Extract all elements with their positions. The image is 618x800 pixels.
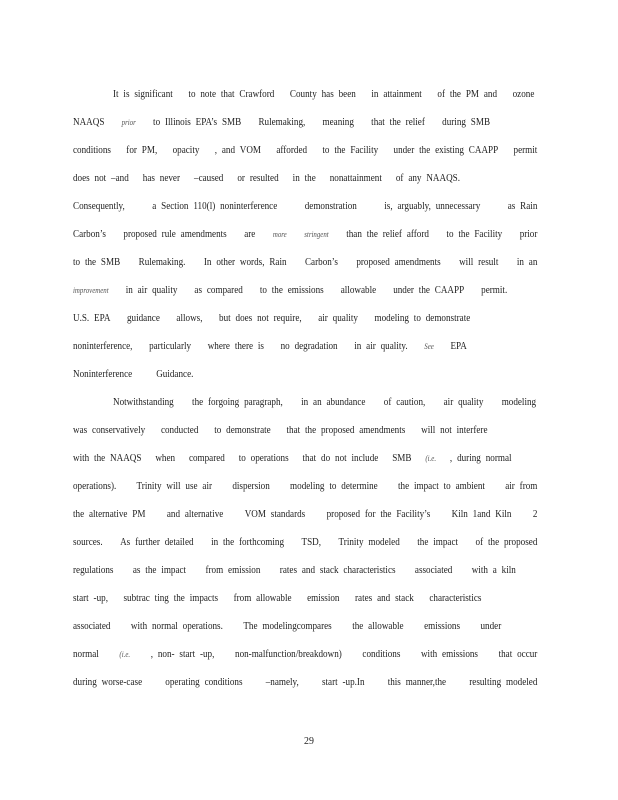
- italic-text-run: prior: [121, 118, 136, 127]
- text-run: from emission: [205, 565, 261, 576]
- text-run: to the SMB: [73, 257, 121, 268]
- text-run: U.S. EPA: [73, 313, 111, 324]
- text-line: [113, 88, 534, 102]
- text-line: [73, 424, 488, 438]
- text-run: the forgoing paragraph,: [192, 397, 283, 408]
- text-run: , during normal: [449, 453, 512, 464]
- text-line: [73, 284, 507, 298]
- text-run: subtrac ting the impacts: [123, 593, 219, 604]
- text-run: resulting modeled: [469, 677, 538, 688]
- text-run: the allowable: [352, 621, 404, 632]
- text-line: [73, 564, 516, 578]
- text-run: Carbon’s: [73, 229, 106, 240]
- text-line: [73, 480, 537, 494]
- text-line: [73, 340, 467, 354]
- text-run: modeling: [501, 397, 537, 408]
- text-run: Consequently,: [73, 201, 125, 212]
- text-run: to the Facility: [322, 145, 379, 156]
- text-run: in air quality: [125, 285, 178, 296]
- text-run: associated: [414, 565, 453, 576]
- text-line: [73, 144, 537, 158]
- text-run: will result: [459, 257, 499, 268]
- text-run: to demonstrate: [214, 425, 271, 436]
- text-run: conditions: [73, 145, 111, 156]
- text-run: has never: [142, 173, 181, 184]
- text-run: from allowable: [233, 593, 292, 604]
- text-run: Rulemaking.: [138, 257, 186, 268]
- text-run: TSD,: [301, 537, 322, 548]
- text-run: under the existing CAAPP: [393, 145, 499, 156]
- text-run: air from: [505, 481, 538, 492]
- text-run: will not interfere: [421, 425, 488, 436]
- text-run: It is significant: [113, 89, 173, 100]
- text-run: during SMB: [442, 117, 491, 128]
- text-line: [73, 116, 490, 130]
- text-run: of any NAAQS.: [395, 173, 460, 184]
- text-run: conditions: [362, 649, 401, 660]
- text-run: opacity: [172, 145, 200, 156]
- text-run: start -up,: [73, 593, 108, 604]
- text-run: EPA: [450, 341, 467, 352]
- text-run: to the emissions: [259, 285, 324, 296]
- text-run: associated: [73, 621, 111, 632]
- text-run: under: [480, 621, 502, 632]
- text-run: the alternative PM: [73, 509, 146, 520]
- text-run: Guidance.: [156, 369, 194, 380]
- italic-text-run: improvement: [73, 286, 109, 295]
- text-run: permit: [513, 145, 538, 156]
- text-run: afforded: [276, 145, 308, 156]
- page-number: 29: [304, 735, 314, 747]
- text-run: modeling to determine: [290, 481, 378, 492]
- text-run: The modelingcompares: [243, 621, 332, 632]
- text-run: , non- start -up,: [150, 649, 215, 660]
- text-run: Noninterference: [73, 369, 133, 380]
- italic-text-run: more: [272, 230, 287, 239]
- text-run: compared: [188, 453, 225, 464]
- italic-text-run: stringent: [304, 230, 329, 239]
- text-run: prior: [519, 229, 538, 240]
- text-line: [113, 396, 536, 410]
- text-run: are: [244, 229, 256, 240]
- text-run: in attainment: [371, 89, 422, 100]
- text-run: a Section 110(l) noninterference: [152, 201, 278, 212]
- text-run: demonstration: [304, 201, 357, 212]
- text-line: [73, 592, 482, 606]
- text-run: was conservatively: [73, 425, 146, 436]
- text-run: meaning: [322, 117, 354, 128]
- text-run: but does not require,: [219, 313, 302, 324]
- text-run: rates and stack: [355, 593, 414, 604]
- text-run: with normal operations.: [130, 621, 223, 632]
- text-run: Trinity modeled: [338, 537, 400, 548]
- text-run: Carbon’s: [304, 257, 338, 268]
- text-line: [73, 200, 537, 214]
- text-run: of caution,: [383, 397, 426, 408]
- text-run: the impact: [417, 537, 459, 548]
- text-run: 2: [532, 509, 538, 520]
- text-run: in an abundance: [301, 397, 366, 408]
- text-run: allows,: [176, 313, 203, 324]
- text-run: this manner,the: [387, 677, 447, 688]
- text-run: normal: [73, 649, 99, 660]
- text-run: that the proposed amendments: [286, 425, 406, 436]
- text-run: the impact to ambient: [397, 481, 485, 492]
- text-line: [73, 172, 460, 186]
- text-run: as the impact: [132, 565, 187, 576]
- text-run: particularly: [149, 341, 192, 352]
- text-run: emission: [307, 593, 340, 604]
- text-run: air quality: [318, 313, 358, 324]
- text-run: SMB: [392, 453, 412, 464]
- text-run: permit.: [481, 285, 508, 296]
- text-run: As further detailed: [120, 537, 194, 548]
- text-run: in the forthcoming: [211, 537, 285, 548]
- text-run: –caused: [194, 173, 224, 184]
- text-run: or resulted: [237, 173, 279, 184]
- text-run: to note that Crawford: [188, 89, 275, 100]
- text-line: [73, 676, 537, 690]
- italic-text-run: (i.e.: [119, 650, 131, 659]
- text-run: for PM,: [126, 145, 158, 156]
- text-run: as Rain: [507, 201, 538, 212]
- text-run: noninterference,: [73, 341, 133, 352]
- text-run: than the relief afford: [346, 229, 429, 240]
- text-line: [73, 312, 470, 326]
- text-run: in an: [516, 257, 538, 268]
- text-run: Notwithstanding: [113, 397, 174, 408]
- text-run: dispersion: [232, 481, 270, 492]
- text-run: when: [155, 453, 176, 464]
- text-run: that do not include: [302, 453, 379, 464]
- text-run: does not –and: [73, 173, 129, 184]
- text-run: during worse-case: [73, 677, 143, 688]
- text-run: operating conditions: [165, 677, 243, 688]
- text-run: start -up.In: [321, 677, 365, 688]
- text-run: County has been: [289, 89, 356, 100]
- text-run: characteristics: [429, 593, 482, 604]
- text-run: and alternative: [166, 509, 224, 520]
- text-run: guidance: [126, 313, 160, 324]
- text-run: in the: [292, 173, 316, 184]
- text-run: allowable: [340, 285, 377, 296]
- text-run: VOM standards: [244, 509, 306, 520]
- text-line: [73, 452, 512, 466]
- text-run: that occur: [498, 649, 538, 660]
- text-line: [73, 648, 537, 662]
- text-run: with the NAAQS: [73, 453, 142, 464]
- text-run: modeling to demonstrate: [374, 313, 471, 324]
- text-run: Kiln 1and Kiln: [451, 509, 512, 520]
- text-run: Rulemaking,: [258, 117, 306, 128]
- text-run: proposed rule amendments: [123, 229, 227, 240]
- text-line: [73, 368, 193, 382]
- text-run: under the CAAPP: [393, 285, 465, 296]
- text-run: proposed amendments: [356, 257, 441, 268]
- text-run: Trinity will use air: [136, 481, 213, 492]
- text-line: [73, 620, 501, 634]
- text-run: is, arguably, unnecessary: [384, 201, 481, 212]
- text-run: air quality: [443, 397, 484, 408]
- italic-text-run: See: [424, 342, 434, 351]
- text-run: nonattainment: [329, 173, 382, 184]
- text-run: conducted: [160, 425, 199, 436]
- text-run: of the proposed: [475, 537, 538, 548]
- text-line: [73, 228, 537, 242]
- text-run: no degradation: [280, 341, 338, 352]
- text-run: to Illinois EPA’s SMB: [153, 117, 242, 128]
- text-run: to the Facility: [446, 229, 503, 240]
- text-run: in air quality.: [354, 341, 408, 352]
- text-run: with a kiln: [471, 565, 516, 576]
- text-run: sources.: [73, 537, 103, 548]
- text-run: that the relief: [371, 117, 425, 128]
- text-line: [73, 508, 537, 522]
- text-run: as compared: [194, 285, 243, 296]
- text-run: rates and stack characteristics: [279, 565, 396, 576]
- text-run: –namely,: [265, 677, 299, 688]
- text-run: of the PM and: [437, 89, 498, 100]
- text-line: [73, 536, 537, 550]
- text-run: operations).: [73, 481, 117, 492]
- text-run: to operations: [238, 453, 289, 464]
- text-run: emissions: [424, 621, 461, 632]
- text-run: , and VOM: [214, 145, 262, 156]
- text-run: proposed for the Facility’s: [326, 509, 431, 520]
- text-line: [73, 256, 537, 270]
- text-run: In other words, Rain: [203, 257, 287, 268]
- text-run: NAAQS: [73, 117, 105, 128]
- text-run: ozone: [512, 89, 535, 100]
- text-run: regulations: [73, 565, 114, 576]
- text-run: with emissions: [420, 649, 478, 660]
- text-run: where there is: [207, 341, 264, 352]
- italic-text-run: (i.e.: [425, 454, 437, 463]
- text-run: non-malfunction/breakdown): [235, 649, 342, 660]
